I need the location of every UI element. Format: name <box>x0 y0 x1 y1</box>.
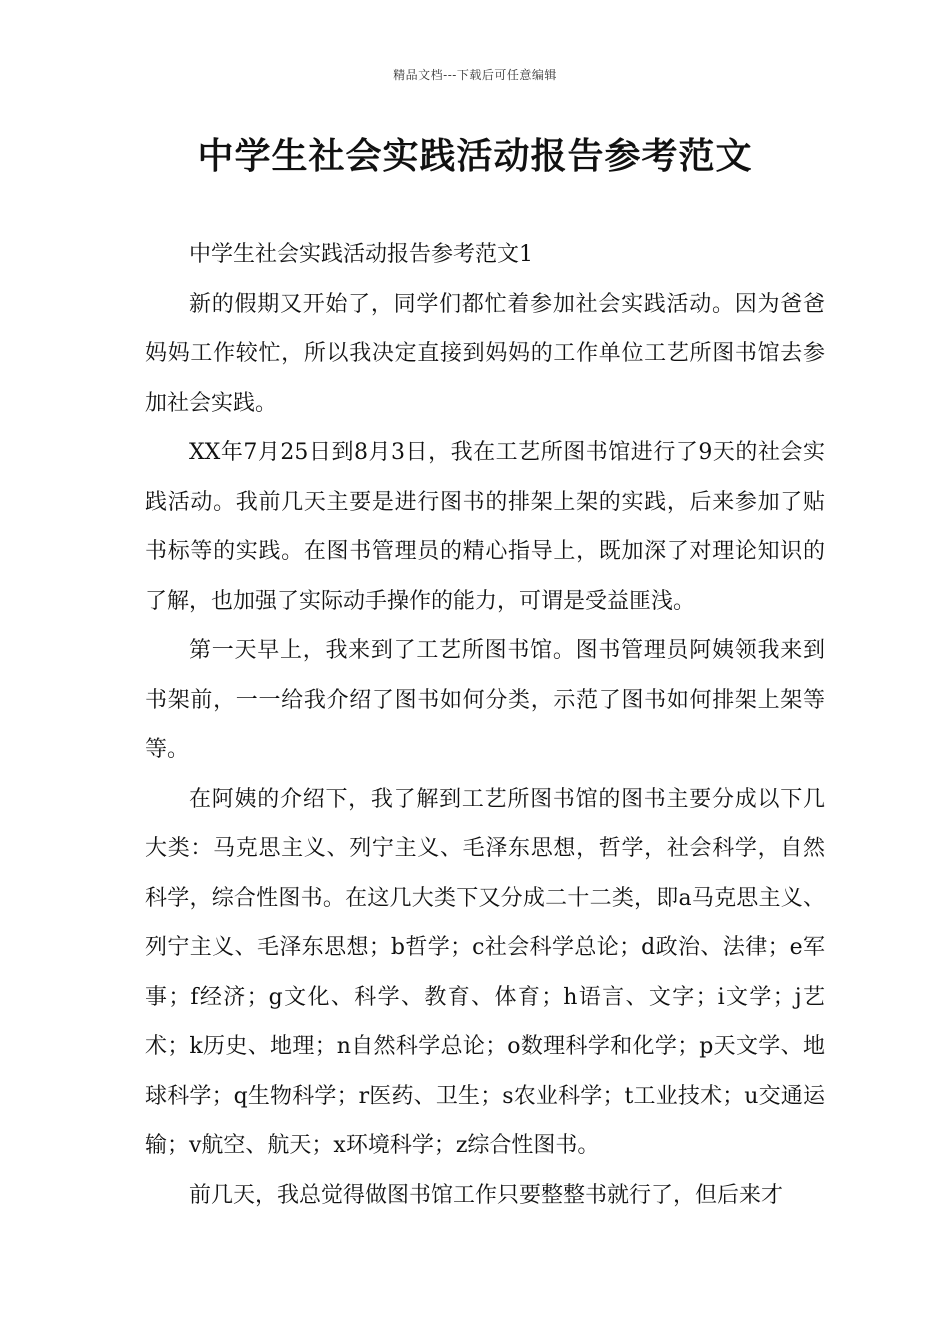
body-paragraph: XX年7月25日到8月3日，我在工艺所图书馆进行了9天的社会实践活动。我前几天主要是进行图书的排架上架的实践，后来参加了贴书标等的实践。在图书管理员的精心指导上，既加深了对理论知识的了解，也加强了实际动手操作的能力，可谓是受益匪浅。 <box>145 440 825 614</box>
page-header: 精品文档---下载后可任意编辑 <box>393 68 557 82</box>
body-paragraph: 在阿姨的介绍下，我了解到工艺所图书馆的图书主要分成以下几大类：马克思主义、列宁主义、毛泽东思想，哲学，社会科学，自然科学，综合性图书。在这几大类下又分成二十二类，即a马克思主义、列宁主义、毛泽东思想；b哲学；c社会科学总论；d政治、法律；e军事；f经济；g文化、科学、教育、体育；h语言、文字；i文学；j艺术；k历史、地理；n自然科学总论；o数理科学和化学；p天文学、地球科学；q生物科学；r医药、卫生；s农业科学；t工业技术；u交通运输；v航空、航天；x环境科学；z综合性图书。 <box>145 786 825 1158</box>
document-body <box>145 230 825 1220</box>
body-paragraph: 前几天，我总觉得做图书馆工作只要整整书就行了，但后来才 <box>189 1182 784 1208</box>
subtitle-paragraph: 中学生社会实践活动报告参考范文1 <box>189 242 533 267</box>
document-title: 中学生社会实践活动报告参考范文 <box>197 136 753 177</box>
body-paragraph: 新的假期又开始了，同学们都忙着参加社会实践活动。因为爸爸妈妈工作较忙，所以我决定直接到妈妈的工作单位工艺所图书馆去参加社会实践。 <box>145 291 825 416</box>
body-paragraph: 第一天早上，我来到了工艺所图书馆。图书管理员阿姨领我来到书架前，一一给我介绍了图书如何分类，示范了图书如何排架上架等等。 <box>145 638 825 762</box>
